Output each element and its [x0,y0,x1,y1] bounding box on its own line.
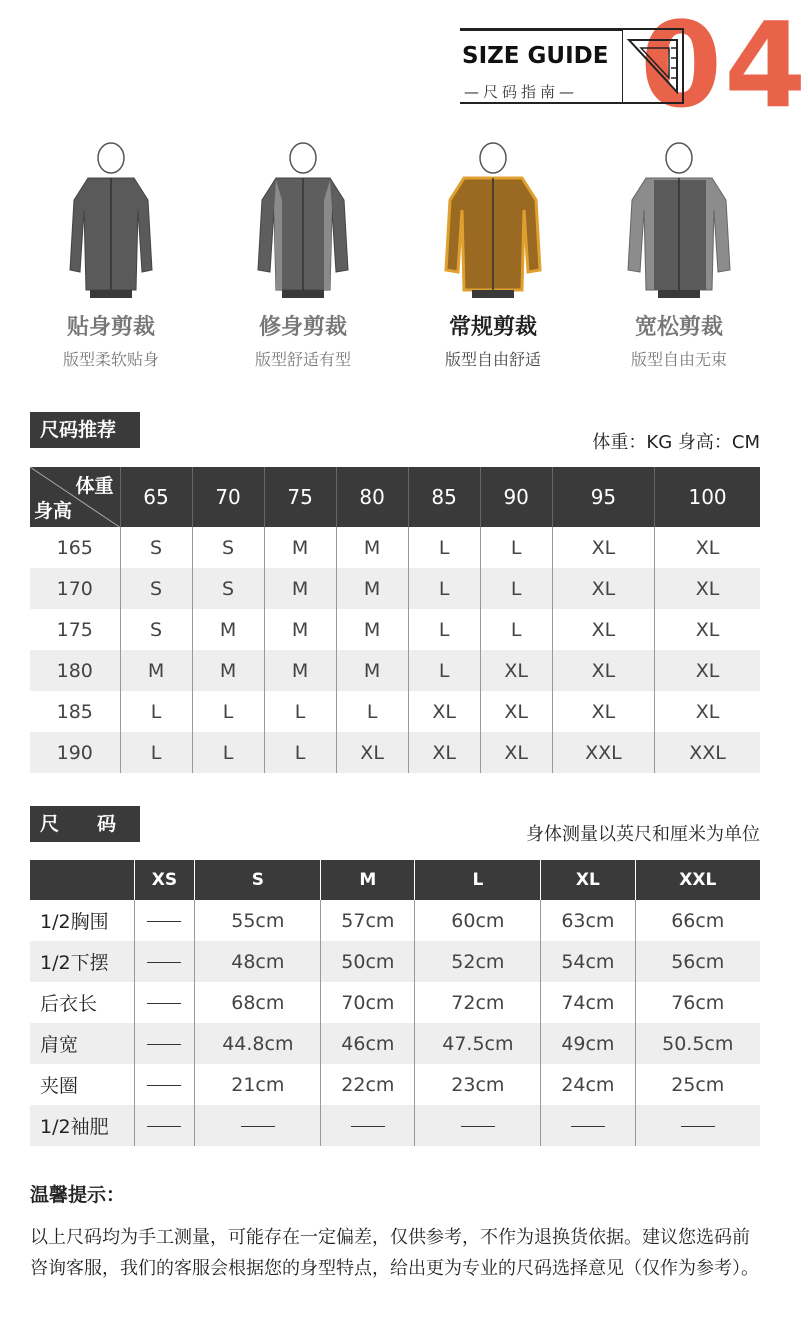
size-cell: S [192,527,264,568]
measure-cell [541,1105,635,1146]
size-cell: S [120,609,192,650]
size-cell: M [264,650,336,691]
size-recommend-table [30,467,760,773]
weight-header: 90 [480,467,552,527]
fit-loose-figure [594,140,764,370]
size-header: XL [541,860,635,900]
size-cell: L [264,732,336,773]
size-cell: XL [552,568,654,609]
table-row [30,941,760,982]
jacket-icon [248,140,358,300]
size-cell: XL [480,650,552,691]
fit-regular-figure [408,140,578,370]
measure-cell: 63cm [541,900,635,941]
size-cell: M [264,609,336,650]
size-cell: L [336,691,408,732]
recommend-section-title: 尺码推荐 [30,412,140,448]
size-cell: L [192,732,264,773]
size-cell: XL [480,732,552,773]
size-cell: XXL [552,732,654,773]
size-header: S [195,860,321,900]
fit-desc: 版型舒适有型 [254,350,351,369]
fit-desc: 版型自由无束 [630,350,727,369]
table-row [30,982,760,1023]
measure-cell: 23cm [415,1064,541,1105]
size-cell: M [336,609,408,650]
table-row [30,1105,760,1146]
fit-name: 贴身剪裁 [66,315,155,340]
measure-cell: 50.5cm [635,1023,760,1064]
jacket-icon [56,140,166,300]
measure-cell: 56cm [635,941,760,982]
size-cell: M [264,527,336,568]
table-row [30,527,760,568]
size-header: M [321,860,415,900]
measure-cell: 57cm [321,900,415,941]
height-cell: 190 [30,732,120,773]
measure-cell: 70cm [321,982,415,1023]
table-row [30,900,760,941]
fit-name: 宽松剪裁 [634,315,723,340]
title-cn: —尺码指南— [464,83,579,101]
measure-cell: 25cm [671,1073,725,1096]
measure-cell: 22cm [321,1064,415,1105]
measure-cell: 54cm [541,941,635,982]
measure-label: 1/2下摆 [30,941,134,982]
table-row [30,1064,760,1105]
table-row [30,609,760,650]
size-cell: XL [552,609,654,650]
table-row [30,650,760,691]
measure-cell: 46cm [321,1023,415,1064]
measure-cell: 60cm [415,900,541,941]
empty-dash [147,962,181,963]
measure-label: 夹圈 [30,1064,134,1105]
empty-dash [241,1126,275,1127]
empty-dash [147,1003,181,1004]
height-cell: 170 [30,568,120,609]
size-cell: L [408,568,480,609]
ruler-icon [622,28,684,104]
size-cell: L [192,691,264,732]
size-cell: XL [480,691,552,732]
fit-desc: 版型自由舒适 [444,350,541,369]
jacket-icon [624,140,734,300]
measure-cell: 52cm [415,941,541,982]
measure-cell: 24cm [541,1064,635,1105]
size-cell: L [264,691,336,732]
measure-cell: 74cm [541,982,635,1023]
fit-slim-figure [26,140,196,370]
measure-label: 后衣长 [30,982,134,1023]
empty-dash [461,1126,495,1127]
size-cell: L [480,609,552,650]
size-cell: M [336,568,408,609]
fit-desc: 版型柔软贴身 [62,350,159,369]
size-cell: S [120,527,192,568]
measure-cell [415,1105,541,1146]
recommend-unit-note: 体重：KG 身高：CM [592,432,760,453]
corner-header [30,467,120,527]
size-cell: M [192,650,264,691]
height-cell: 165 [30,527,120,568]
measure-label: 1/2袖肥 [30,1105,134,1146]
size-cell: XL [655,650,760,691]
size-cell: L [120,691,192,732]
measure-cell: 44.8cm [195,1023,321,1064]
tips-title: 温馨提示： [30,1184,126,1206]
empty-dash [571,1126,605,1127]
size-cell: M [336,527,408,568]
height-cell: 185 [30,691,120,732]
weight-header: 100 [655,467,760,527]
size-cell: M [264,568,336,609]
label-header [30,860,134,900]
measure-cell: 68cm [195,982,321,1023]
size-cell: XL [408,732,480,773]
table-row [30,691,760,732]
measure-cell: 72cm [415,982,541,1023]
measure-cell [134,982,195,1023]
size-cell: XL [655,568,760,609]
tips-body: 以上尺码均为手工测量，可能存在一定偏差，仅供参考，不作为退换货依据。建议您选码前咨询客服，我们的客服会根据您的身型特点，给出更为专业的尺码选择意见（仅作为参考）。 [30,1227,759,1279]
fit-fitted-figure [218,140,388,370]
size-cell: M [192,609,264,650]
title-en: SIZE GUIDE [462,43,609,69]
measure-cell [134,1105,195,1146]
size-cell: L [120,732,192,773]
size-measure-table [30,860,760,1146]
empty-dash [681,1126,715,1127]
measure-cell [134,1064,195,1105]
title-box [460,28,622,104]
jacket-icon [438,140,548,300]
corner-height-label: 身高 [34,500,73,522]
fit-name: 常规剪裁 [448,315,537,340]
height-cell: 175 [30,609,120,650]
measure-cell: 55cm [195,900,321,941]
size-cell: XL [552,691,654,732]
size-cell: L [408,527,480,568]
size-cell: XL [552,650,654,691]
empty-dash [147,921,181,922]
size-cell: XXL [655,732,760,773]
measure-cell: 66cm [671,909,725,932]
size-cell: XL [695,536,720,559]
size-section-title: 尺 码 [30,806,140,842]
weight-header: 80 [336,467,408,527]
corner-weight-label: 体重 [75,475,114,497]
weight-header: 95 [552,467,654,527]
size-cell: XL [552,527,654,568]
size-header: XS [134,860,195,900]
size-cell: L [480,527,552,568]
weight-header: 75 [264,467,336,527]
size-cell: S [192,568,264,609]
size-cell: L [408,609,480,650]
measure-cell [195,1105,321,1146]
measure-label: 肩宽 [30,1023,134,1064]
table-row [30,732,760,773]
size-header: L [415,860,541,900]
size-header: XXL [635,860,760,900]
weight-header: 65 [120,467,192,527]
size-cell: M [120,650,192,691]
empty-dash [147,1085,181,1086]
weight-header: 70 [192,467,264,527]
empty-dash [147,1126,181,1127]
measure-cell [635,1105,760,1146]
measure-cell: 49cm [541,1023,635,1064]
size-cell: XL [695,700,720,723]
table-header-row [30,860,760,900]
measure-cell: 21cm [195,1064,321,1105]
size-cell: XL [695,618,720,641]
empty-dash [351,1126,385,1127]
measure-cell: 48cm [195,941,321,982]
empty-dash [147,1044,181,1045]
height-cell: 180 [30,650,120,691]
size-unit-note: 身体测量以英尺和厘米为单位 [526,824,760,845]
weight-header: 85 [408,467,480,527]
measure-cell [134,941,195,982]
measure-cell: 76cm [671,991,725,1014]
table-header-row [30,467,760,527]
size-cell: S [120,568,192,609]
section-number: 04 [640,0,808,134]
size-cell: XL [336,732,408,773]
measure-label: 1/2胸围 [30,900,134,941]
size-cell: L [480,568,552,609]
measure-cell [134,900,195,941]
measure-cell: 50cm [321,941,415,982]
size-guide-header [460,0,808,134]
fit-name: 修身剪裁 [258,315,347,340]
measure-cell [134,1023,195,1064]
size-cell: L [408,650,480,691]
fit-figures [0,140,790,370]
table-row [30,568,760,609]
size-cell: XL [408,691,480,732]
measure-cell [321,1105,415,1146]
measure-cell: 47.5cm [415,1023,541,1064]
table-row [30,1023,760,1064]
size-cell: M [336,650,408,691]
